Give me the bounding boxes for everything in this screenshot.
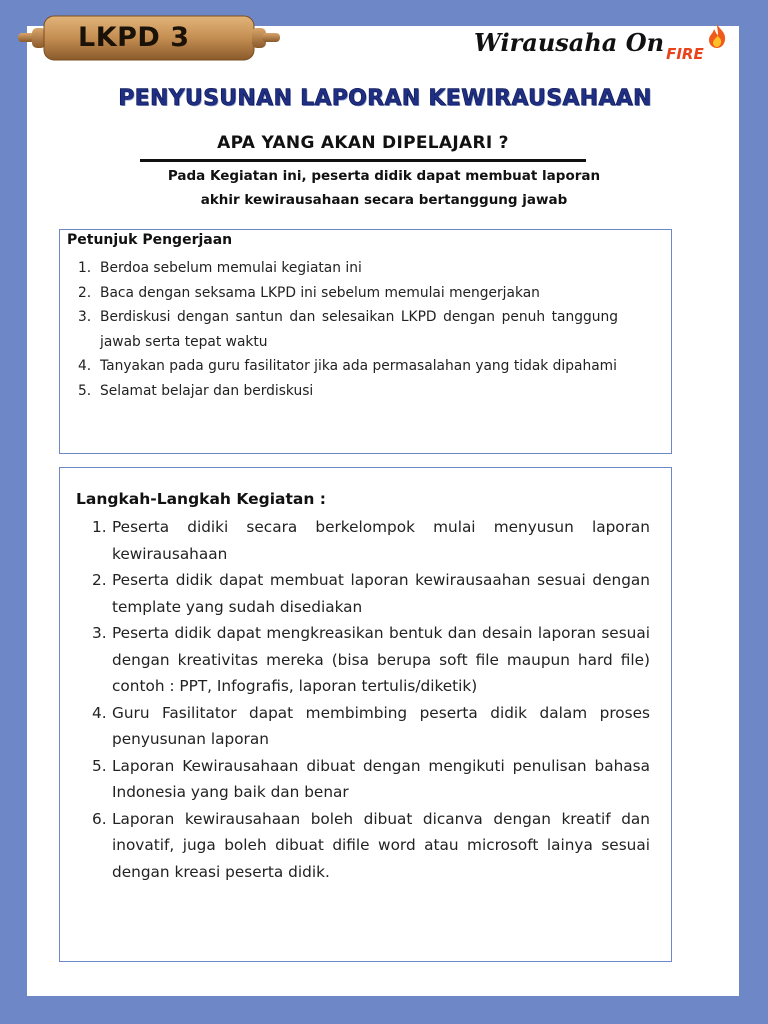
heading-underline bbox=[140, 159, 586, 162]
petunjuk-list bbox=[78, 256, 618, 403]
section-heading: APA YANG AKAN DIPELAJARI ? bbox=[217, 133, 509, 153]
list-item bbox=[92, 514, 650, 567]
item-number: 1. bbox=[92, 518, 107, 536]
fire-icon bbox=[706, 23, 728, 58]
langkah-title: Langkah-Langkah Kegiatan : bbox=[76, 490, 326, 508]
item-number: 2. bbox=[92, 571, 107, 589]
item-text: Laporan Kewirausahaan dibuat dengan mengikuti penulisan bahasa Indonesia yang baik dan benar bbox=[112, 756, 650, 801]
item-number: 5. bbox=[78, 382, 92, 399]
brand-fire-text: FIRE bbox=[666, 45, 704, 63]
petunjuk-title: Petunjuk Pengerjaan bbox=[67, 232, 233, 248]
item-text: Selamat belajar dan berdiskusi bbox=[100, 382, 314, 399]
petunjuk-box bbox=[59, 229, 672, 454]
list-item bbox=[78, 379, 618, 404]
item-text: Baca dengan seksama LKPD ini sebelum memulai mengerjakan bbox=[100, 284, 540, 301]
item-text: Peserta didik dapat mengkreasikan bentuk dan desain laporan sesuai dengan kreativitas mereka (bisa berupa soft file maupun hard file) contoh : PPT, Infografis, laporan tertulis/diketik) bbox=[112, 624, 650, 695]
item-number: 3. bbox=[92, 624, 107, 642]
lkpd-badge bbox=[18, 12, 280, 64]
langkah-list bbox=[92, 514, 650, 885]
brand-main-text: Wirausaha On bbox=[474, 28, 665, 57]
item-number: 4. bbox=[92, 703, 107, 722]
list-item bbox=[92, 806, 650, 886]
item-number: 2. bbox=[78, 284, 92, 301]
item-text: Laporan kewirausahaan boleh dibuat dicanva dengan kreatif dan inovatif, juga boleh dibuat difile word atau microsoft lainya sesuai dengan kreasi peserta didik. bbox=[112, 809, 650, 881]
item-text: Guru Fasilitator dapat membimbing peserta didik dalam proses penyusunan laporan bbox=[112, 703, 650, 748]
list-item bbox=[78, 305, 618, 354]
item-number: 3. bbox=[78, 309, 92, 325]
item-number: 6. bbox=[92, 809, 107, 828]
list-item bbox=[78, 281, 618, 306]
page-title: PENYUSUNAN LAPORAN KEWIRAUSAHAAN bbox=[118, 86, 652, 111]
brand-logo bbox=[474, 26, 734, 63]
item-text: Berdiskusi dengan santun dan selesaikan LKPD dengan penuh tanggung jawab serta tepat waktu bbox=[100, 309, 618, 350]
list-item bbox=[92, 620, 650, 700]
item-text: Peserta didiki secara berkelompok mulai menyusun laporan kewirausahaan bbox=[112, 518, 650, 563]
item-text: Tanyakan pada guru fasilitator jika ada permasalahan yang tidak dipahami bbox=[100, 358, 617, 374]
item-number: 1. bbox=[78, 260, 92, 276]
list-item bbox=[92, 700, 650, 753]
list-item bbox=[78, 256, 618, 281]
list-item bbox=[92, 567, 650, 620]
langkah-box bbox=[59, 467, 672, 962]
list-item bbox=[92, 753, 650, 806]
list-item bbox=[78, 354, 618, 379]
item-number: 5. bbox=[92, 756, 107, 775]
item-number: 4. bbox=[78, 358, 92, 374]
item-text: Berdoa sebelum memulai kegiatan ini bbox=[100, 260, 362, 276]
intro-line: Pada Kegiatan ini, peserta didik dapat membuat laporan bbox=[167, 168, 601, 184]
intro-line: akhir kewirausahaan secara bertanggung jawab bbox=[200, 192, 568, 208]
badge-label: LKPD 3 bbox=[78, 22, 190, 53]
intro-text bbox=[100, 164, 668, 212]
item-text: Peserta didik dapat membuat laporan kewirausaahan sesuai dengan template yang sudah disediakan bbox=[112, 571, 650, 616]
